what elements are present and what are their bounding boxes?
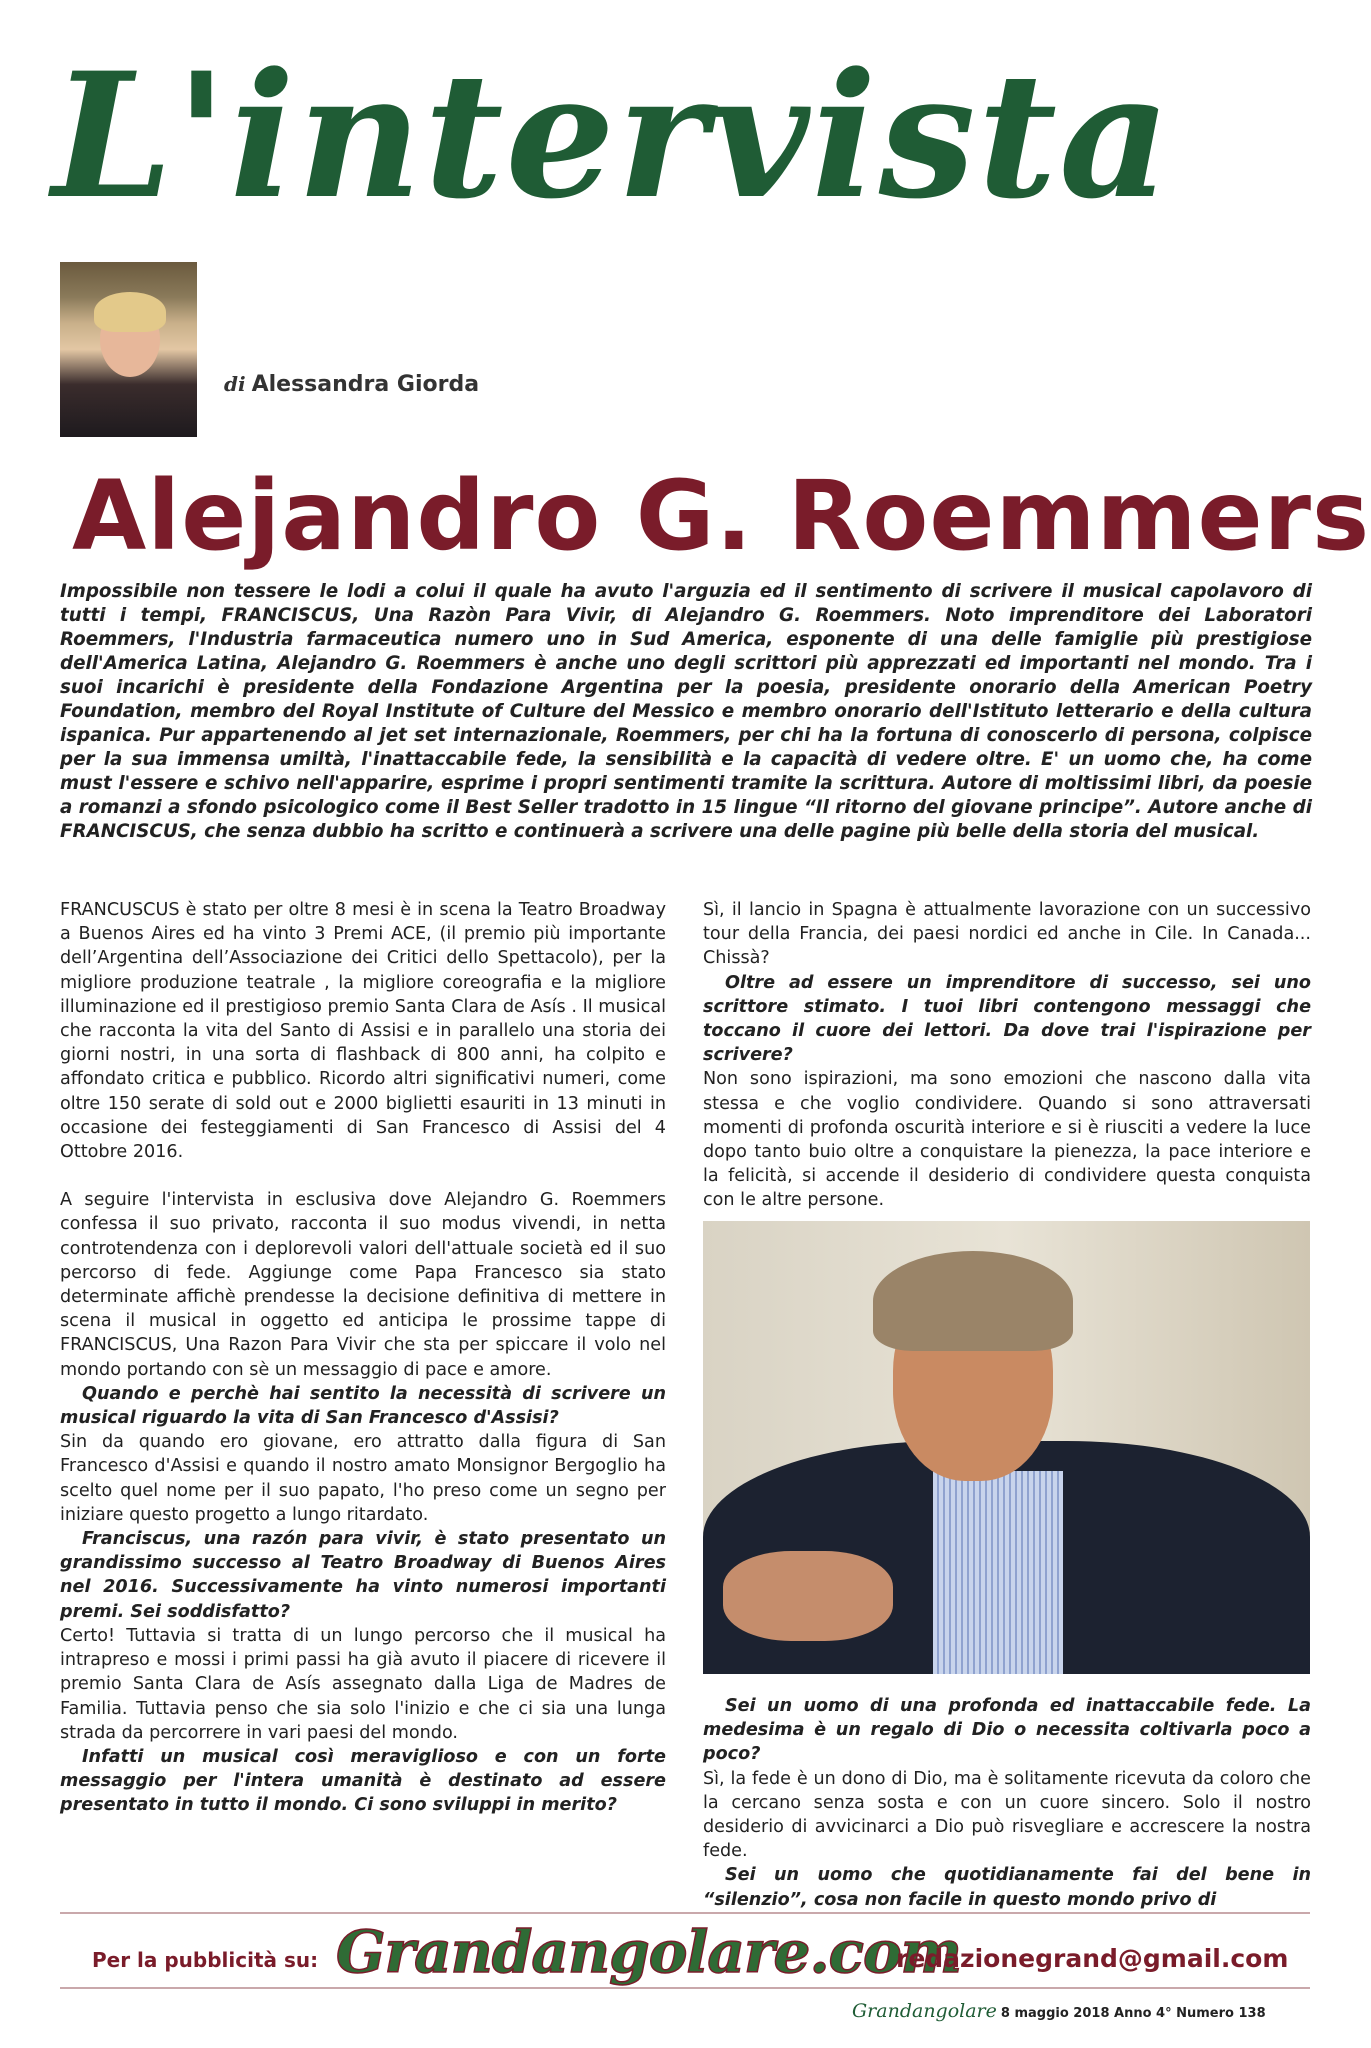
right-column-bottom — [703, 1694, 1311, 1912]
byline-author: Alessandra Giorda — [251, 372, 480, 397]
left-column — [60, 898, 666, 1818]
ad-label: Per la pubblicità su: — [92, 1948, 319, 1972]
divider — [60, 1987, 1310, 1989]
footer-brand: Grandangolare — [852, 2000, 997, 2022]
question: Sei un uomo di una profonda ed inattaccabile fede. La medesima è un regalo di Dio o necessita coltivarla poco a poco? — [703, 1696, 1311, 1765]
footer-issue: 8 maggio 2018 Anno 4° Numero 138 — [1000, 2006, 1266, 2021]
question: Franciscus, una razón para vivir, è stato presentato un grandissimo successo al Teatro Broadway di Buenos Aires nel 2016. Successivamente ha vinto numerosi importanti premi. Sei soddisfatto? — [60, 1529, 666, 1622]
byline-prefix: di — [224, 372, 246, 396]
footer — [852, 2000, 1266, 2022]
interviewee-photo — [703, 1221, 1310, 1674]
byline — [224, 372, 479, 397]
answer: Sì, il lancio in Spagna è attualmente lavorazione con un successivo tour della Francia, dei paesi nordici ed anche in Cile. In Canada... Chissà? — [703, 900, 1311, 969]
question: Infatti un musical così meraviglioso e con un forte messaggio per l'intera umanità è destinato ad essere presentato in tutto il mondo. Ci sono sviluppi in merito? — [60, 1746, 666, 1816]
interviewee-name: Alejandro G. Roemmers — [72, 460, 1371, 572]
paragraph: FRANCUSCUS è stato per oltre 8 mesi è in scena la Teatro Broadway a Buenos Aires ed ha vinto 3 Premi ACE, (il premio più importante dell’Argentina dell’Associazione dei Critici dello Spettacolo), per la migliore produzione teatrale , la migliore coreografia e la migliore illuminazione ed il prestigioso premio Santa Clara de Asís . Il musical che racconta la vita del Santo di Assisi e in parallelo una storia dei giorni nostri, in una sorta di flashback di 800 anni, ha colpito e affondato critica e pubblico. Ricordo altri significativi numeri, come oltre 150 serate di sold out e 2000 biglietti esauriti in 13 minuti in occasione dei festeggiamenti di San Francesco di Assisi del 4 Ottobre 2016. — [60, 900, 666, 1163]
divider — [60, 1912, 1310, 1914]
answer: Sì, la fede è un dono di Dio, ma è solitamente ricevuta da coloro che la cercano senza sosta e con un cuore sincero. Solo il nostro desiderio di avvicinarci a Dio può risvegliare e accrescere la nostra fede. — [703, 1768, 1311, 1862]
question: Oltre ad essere un imprenditore di successo, sei uno scrittore stimato. I tuoi libri contengono messaggi che toccano il cuore dei lettori. Da dove trai l'ispirazione per scrivere? — [703, 972, 1311, 1066]
ad-email-link[interactable]: redazionegrand@gmail.com — [896, 1944, 1289, 1973]
answer: Non sono ispirazioni, ma sono emozioni che nascono dalla vita stessa e che voglio condividere. Quando si sono attraversati momenti di profonda oscurità interiore e si è riusciti a vedere la luce dopo tanto buio oltre a conquistare la pienezza, la pace interiore e la felicità, si accende il desiderio di condividere questa conquista con le altre persone. — [703, 1069, 1311, 1211]
right-column-top — [703, 898, 1311, 1213]
ad-site-link[interactable]: Grandangolare.com — [336, 1918, 962, 1986]
author-photo — [60, 262, 197, 437]
question: Sei un uomo che quotidianamente fai del bene in “silenzio”, cosa non facile in questo mondo privo di — [703, 1865, 1311, 1910]
answer: Sin da quando ero giovane, ero attratto dalla figura di San Francesco d'Assisi e quando il nostro amato Monsignor Bergoglio ha scelto quel nome per il suo papato, l'ho preso come un segno per iniziare questo progetto a lungo ritardato. — [60, 1432, 666, 1525]
section-title: L'intervista — [52, 34, 1173, 237]
answer: Certo! Tuttavia si tratta di un lungo percorso che il musical ha intrapreso e mossi i primi passi ha già avuto il piacere di ricevere il premio Santa Clara de Asís assegnato dalla Liga de Madres de Familia. Tuttavia penso che sia solo l'inizio e che ci sia una lunga strada da percorrere in vari paesi del mondo. — [60, 1625, 666, 1743]
paragraph: A seguire l'intervista in esclusiva dove Alejandro G. Roemmers confessa il suo privato, racconta il suo modus vivendi, in netta controtendenza con i deplorevoli valori dell'attuale società ed il suo percorso di fede. Aggiunge come Papa Francesco sia stato determinate affichè prendesse la decisione definitiva di mettere in scena il musical in oggetto ed anticipa le prossime tappe di FRANCISCUS, Una Razon Para Vivir che sta per spiccare il volo nel mondo portando con sè un messaggio di pace e amore. — [60, 1190, 666, 1380]
question: Quando e perchè hai sentito la necessità di scrivere un musical riguardo la vita di San Francesco d'Assisi? — [60, 1383, 666, 1429]
article-intro: Impossibile non tessere le lodi a colui il quale ha avuto l'arguzia ed il sentimento di scrivere il musical capolavoro di tutti i tempi, FRANCISCUS, Una Razòn Para Vivir, di Alejandro G. Roemmers. Noto imprenditore dei Laboratori Roemmers, l'Industria farmaceutica numero uno in Sud America, esponente di una delle famiglie più prestigiose dell'America Latina, Alejandro G. Roemmers è anche uno degli scrittori più apprezzati ed importanti nel mondo. Tra i suoi incarichi è presidente della Fondazione Argentina per la poesia, presidente onorario della American Poetry Foundation, membro del Royal Institute of Culture del Messico e membro onorario dell'Istituto letterario e della cultura ispanica. Pur appartenendo al jet set internazionale, Roemmers, per chi ha la fortuna di conoscerlo di persona, colpisce per la sua immensa umiltà, l'inattaccabile fede, la sensibilità e la capacità di vedere oltre. E' un uomo che, ha come must l'essere e schivo nell'apparire, esprime i propri sentimenti tramite la scrittura. Autore di moltissimi libri, da poesie a romanzi a sfondo psicologico come il Best Seller tradotto in 15 lingue “Il ritorno del giovane principe”. Autore anche di FRANCISCUS, che senza dubbio ha scritto e continuerà a scrivere una delle pagine più belle della storia del musical. — [60, 581, 1312, 842]
